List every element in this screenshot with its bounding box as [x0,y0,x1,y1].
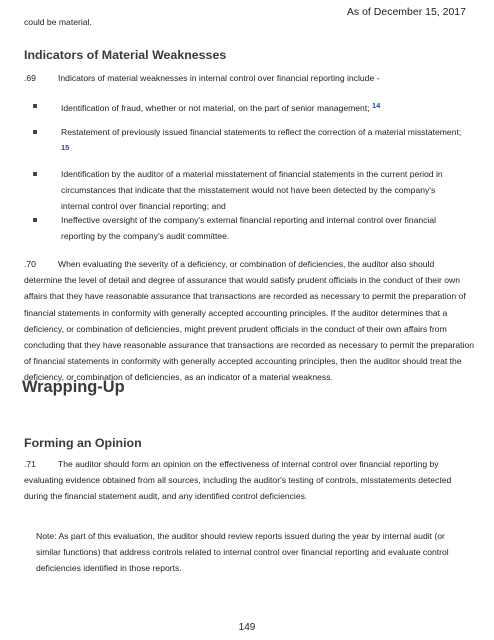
heading-indicators-material-weaknesses: Indicators of Material Weaknesses [24,48,227,62]
list-item [33,98,463,116]
paragraph-text: Indicators of material weaknesses in internal control over financial reporting include - [58,73,380,83]
bullet-square-icon [33,218,37,222]
paragraph-70 [24,256,474,386]
paragraph-number: .69 [24,73,36,83]
bullet-text: Identification of fraud, whether or not material, on the part of senior management; [61,103,370,113]
bullet-square-icon [33,172,37,176]
bullet-text: Ineffective oversight of the company's external financial reporting and internal control over financial reporting by the company's audit committee. [61,215,437,242]
bullet-square-icon [33,104,37,108]
footnote-link[interactable]: 15 [61,143,70,153]
footnote-link[interactable]: 14 [372,101,381,110]
paragraph-69 [24,70,474,86]
continued-text: could be material. [24,17,92,27]
paragraph-number: .71 [24,459,36,469]
bullet-text: Identification by the auditor of a material misstatement of financial statements in the current period in circumstances that indicate that the misstatement would not have been detected by the company's internal control over financial reporting; and [61,169,443,212]
bullet-square-icon [33,130,37,134]
paragraph-number: .70 [24,259,36,269]
bullet-text: Restatement of previously issued financial statements to reflect the correction of a material misstatement; [61,127,462,137]
as-of-date: As of December 15, 2017 [346,6,466,18]
list-item [33,124,463,158]
list-item [33,212,463,244]
paragraph-text: When evaluating the severity of a deficiency, or combination of deficiencies, the auditor also should determine the level of detail and degree of assurance that would satisfy prudent officials in the conduct of their own affairs that they have reasonable assurance that transactions are recorded as necessary to permit the preparation of financial statements in conformity with generally accepted accounting principles. If the auditor determines that a deficiency, or combination of deficiencies, might prevent prudent officials in the conduct of their own affairs from concluding that they have reasonable assurance that transactions are recorded as necessary to permit the preparation of financial statements in conformity with generally accepted accounting principles, then the auditor should treat the deficiency, or combination of deficiencies, as an indicator of a material weakness. [24,259,475,383]
heading-forming-an-opinion: Forming an Opinion [24,436,142,450]
paragraph-71 [24,456,474,505]
page-number: 149 [238,622,256,633]
list-item [33,166,463,215]
note-block: Note: As part of this evaluation, the auditor should review reports issued during the year by internal audit (or similar functions) that address controls related to internal control over financial reporting and evaluate control deficiencies identified in those reports. [36,531,449,574]
heading-wrapping-up: Wrapping-Up [22,378,125,396]
paragraph-text: The auditor should form an opinion on the effectiveness of internal control over financial reporting by evaluating evidence obtained from all sources, including the auditor's testing of controls, misstatements detected during the financial statement audit, and any identified control deficiencies. [24,459,452,502]
